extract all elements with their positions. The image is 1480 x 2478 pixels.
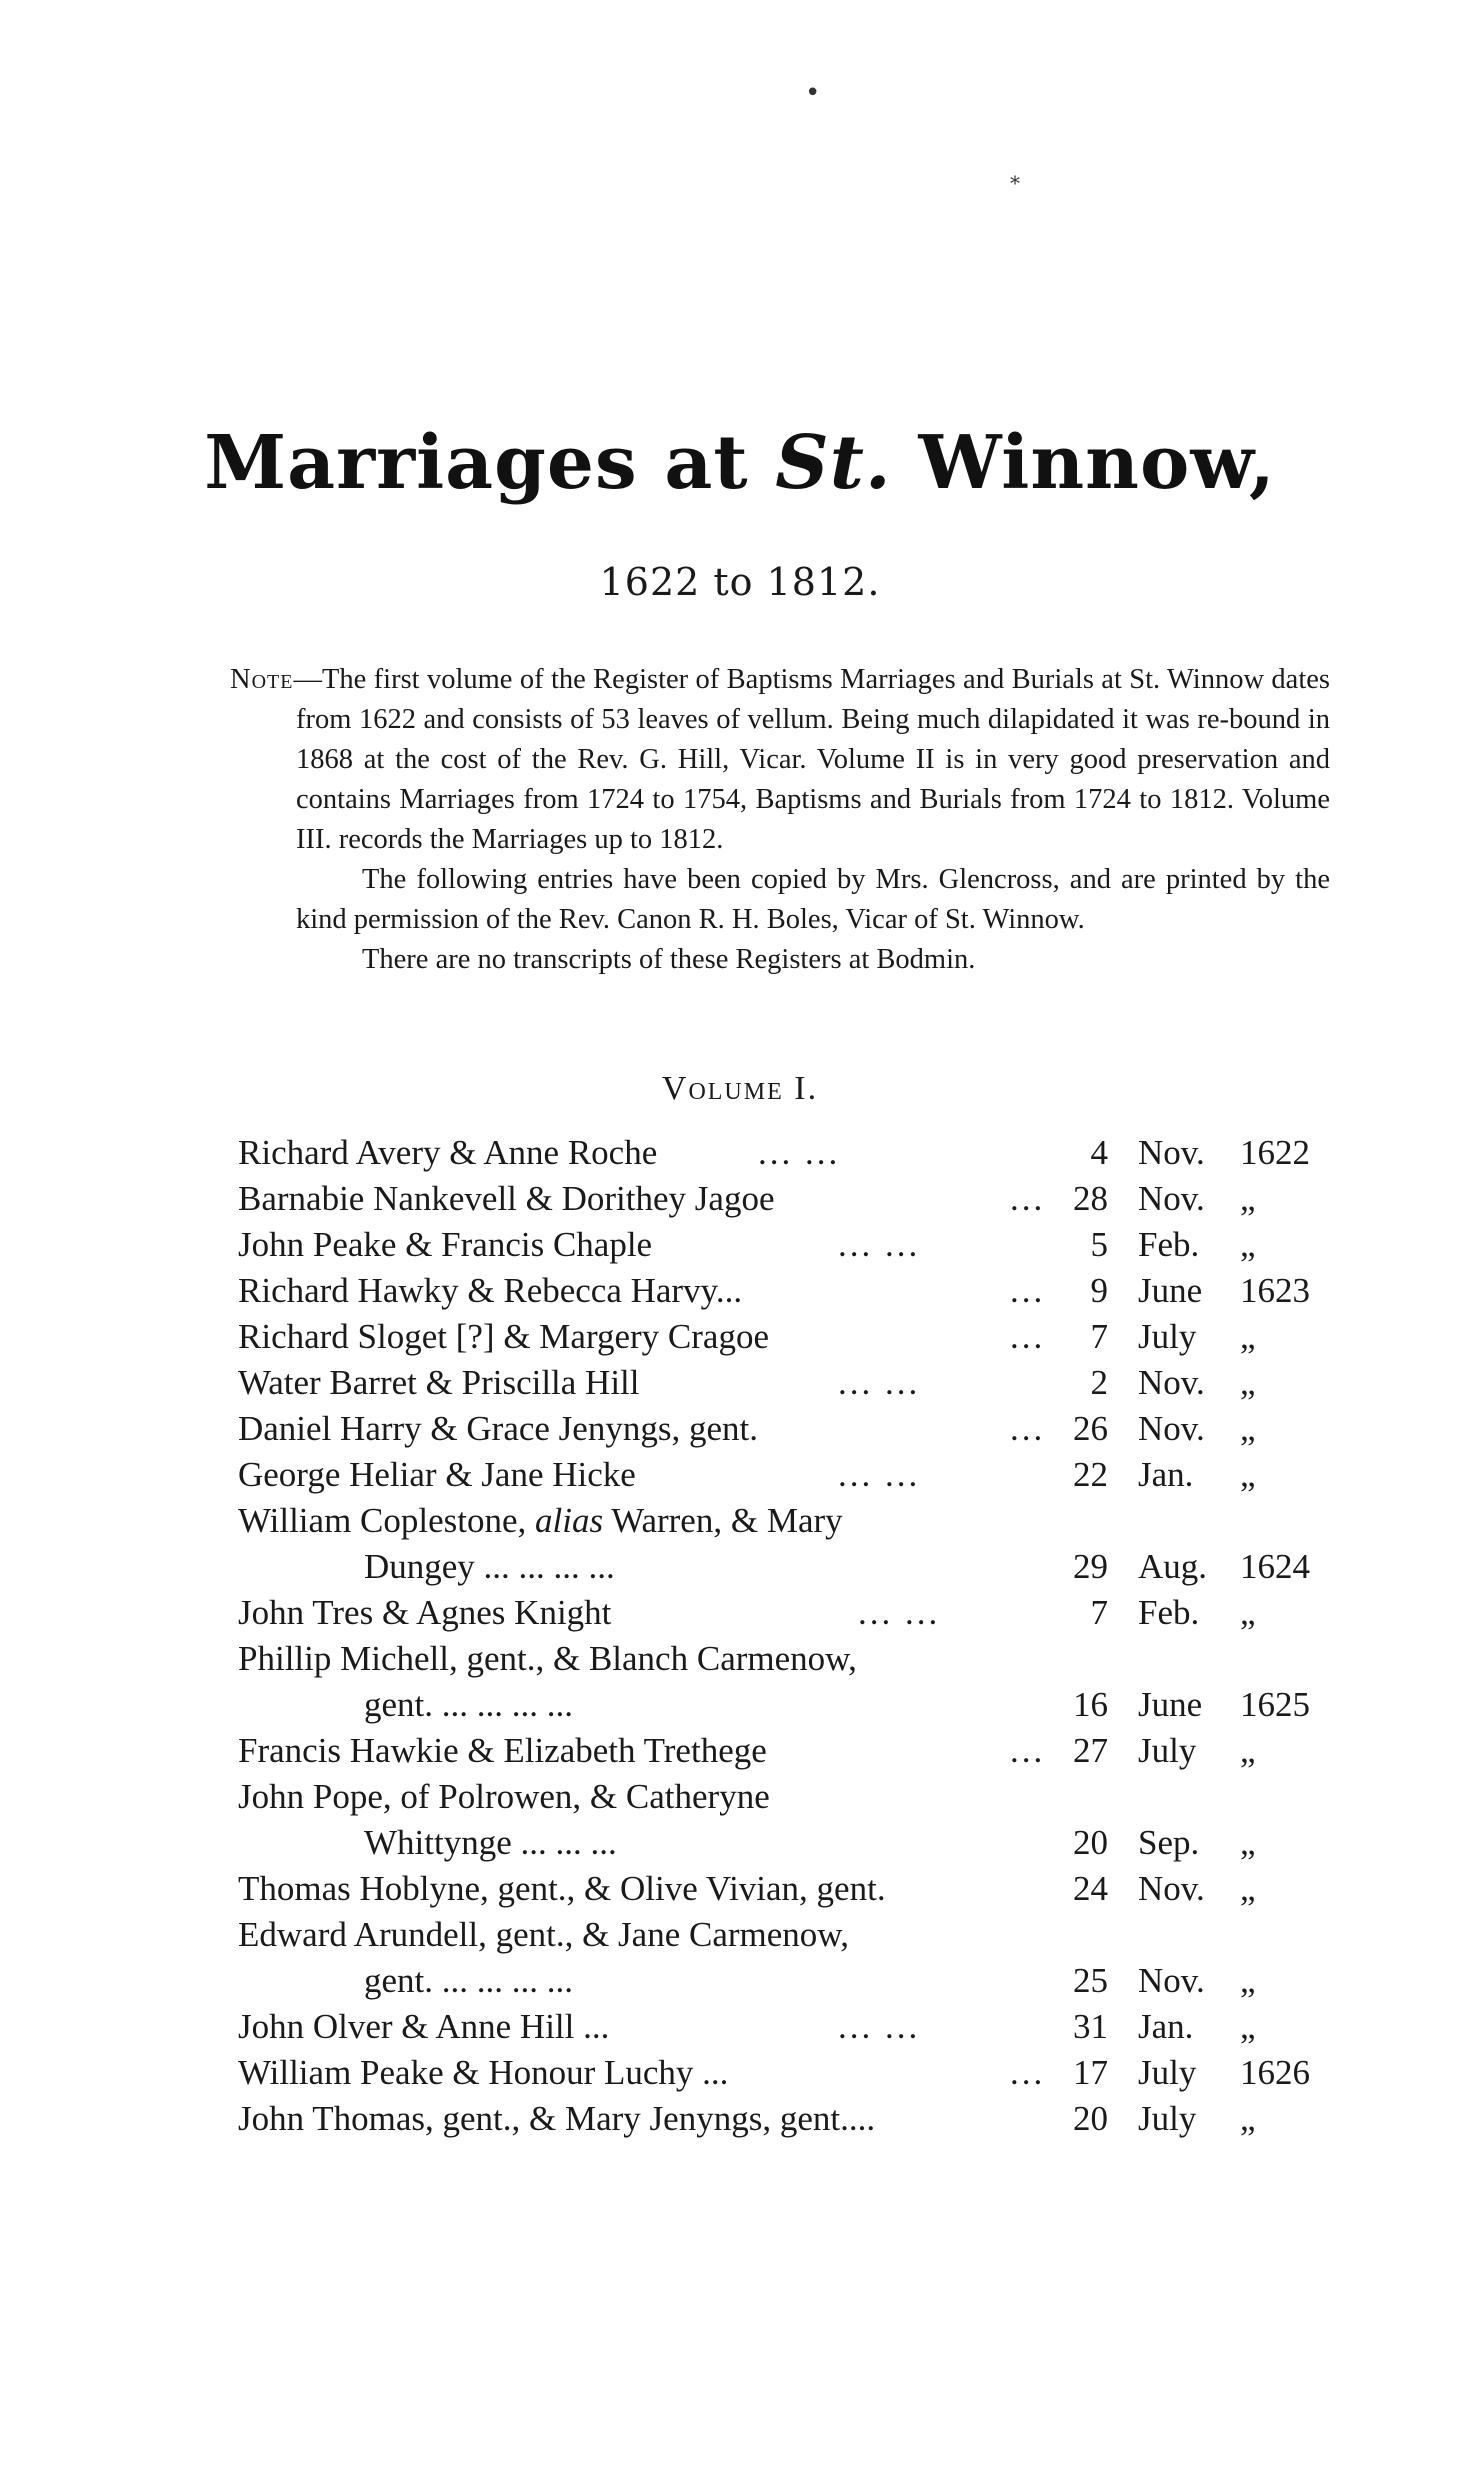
- entry-month: Aug.: [1138, 1547, 1208, 1586]
- entry-month: July: [1138, 2099, 1197, 2138]
- entry-year: „: [1240, 1179, 1256, 1218]
- entry-month: June: [1138, 1685, 1203, 1724]
- entry-month: Feb.: [1138, 1225, 1200, 1264]
- title-place: Winnow,: [918, 420, 1276, 506]
- entry-day: 4: [1090, 1133, 1108, 1172]
- list-item: [238, 1590, 1348, 1636]
- list-item: [238, 1360, 1348, 1406]
- list-item: [238, 1314, 1348, 1360]
- entry-leaders: ...: [1010, 1271, 1046, 1310]
- list-item: [238, 2050, 1348, 2096]
- page-title: [0, 420, 1480, 506]
- entry-names: John Peake & Francis Chaple: [238, 1225, 653, 1264]
- entry-names-continued: Whittynge ... ... ...: [364, 1823, 617, 1862]
- entry-year: „: [1240, 1593, 1256, 1632]
- entry-year: „: [1240, 1869, 1256, 1908]
- list-item: [238, 2004, 1348, 2050]
- entry-month: Nov.: [1138, 1363, 1205, 1402]
- entry-names: Barnabie Nankevell & Dorithey Jagoe: [238, 1179, 775, 1218]
- entry-year: „: [1240, 1961, 1256, 2000]
- note-paragraph-1: [230, 660, 1330, 860]
- entry-leaders: ...: [1010, 1409, 1046, 1448]
- entry-names: George Heliar & Jane Hicke: [238, 1455, 636, 1494]
- entry-year: 1626: [1240, 2053, 1310, 2092]
- entry-year: „: [1240, 1823, 1256, 1862]
- entry-names-continued: gent. ... ... ... ...: [364, 1961, 574, 2000]
- entry-day: 20: [1073, 2099, 1108, 2138]
- entry-month: Nov.: [1138, 1133, 1205, 1172]
- entry-month: July: [1138, 2053, 1197, 2092]
- entry-year: „: [1240, 1455, 1256, 1494]
- entry-leaders: ...: [1010, 1317, 1046, 1356]
- entry-day: 2: [1090, 1363, 1108, 1402]
- entry-year: 1625: [1240, 1685, 1310, 1724]
- entry-leaders: ... ...: [838, 1455, 921, 1494]
- list-item: [238, 1728, 1348, 1774]
- entry-month: Nov.: [1138, 1409, 1205, 1448]
- entry-day: 5: [1090, 1225, 1108, 1264]
- list-item: [238, 1222, 1348, 1268]
- entry-month: Feb.: [1138, 1593, 1200, 1632]
- entry-leaders: ... ...: [838, 2007, 921, 2046]
- title-main: Marriages at: [204, 420, 749, 506]
- list-item: [238, 2096, 1348, 2142]
- entry-day: 27: [1073, 1731, 1108, 1770]
- entry-year: 1623: [1240, 1271, 1310, 1310]
- entry-names: Francis Hawkie & Elizabeth Trethege: [238, 1731, 767, 1770]
- list-item: [238, 1866, 1348, 1912]
- marriage-list: [238, 1130, 1348, 2142]
- entry-month: Nov.: [1138, 1869, 1205, 1908]
- entry-year: 1622: [1240, 1133, 1310, 1172]
- entry-names-part: Warren, & Mary: [611, 1501, 843, 1540]
- entry-year: „: [1240, 1225, 1256, 1264]
- entry-year: „: [1240, 2007, 1256, 2046]
- note-paragraph-2: The following entries have been copied by Mrs. Glencross, and are printed by the kind permission of the Rev. Canon R. H. Boles, Vicar of St. Winnow.: [296, 864, 1330, 935]
- entry-day: 31: [1073, 2007, 1108, 2046]
- ornament-asterisk-icon: ⁎: [1010, 165, 1020, 189]
- note-text-1: —The first volume of the Register of Baptisms Marriages and Burials at St. Winnow dates from 1622 and consists of 53 leaves of vellum. Being much dilapidated it was re-bound in 1868 at the cost of the Rev. G. Hill, Vicar. Volume II is in very good preservation and contains Marriages from 1724 to 1754, Baptisms and Burials from 1724 to 1812. Volume III. records the Marriages up to 1812.: [293, 664, 1330, 855]
- list-item: [238, 1176, 1348, 1222]
- entry-names: Thomas Hoblyne, gent., & Olive Vivian, gent.: [238, 1869, 886, 1908]
- entry-day: 17: [1073, 2053, 1108, 2092]
- entry-names: William Peake & Honour Luchy ...: [238, 2053, 729, 2092]
- entry-day: 28: [1073, 1179, 1108, 1218]
- entry-names: Richard Hawky & Rebecca Harvy...: [238, 1271, 743, 1310]
- entry-names: John Tres & Agnes Knight: [238, 1593, 612, 1632]
- entry-year: „: [1240, 1731, 1256, 1770]
- entry-names: Richard Avery & Anne Roche: [238, 1133, 658, 1172]
- list-item: [238, 1130, 1348, 1176]
- entry-names-continued: Dungey ... ... ... ...: [364, 1547, 615, 1586]
- entry-day: 22: [1073, 1455, 1108, 1494]
- entry-leaders: ...: [1010, 2053, 1046, 2092]
- entry-leaders: ...: [1010, 1731, 1046, 1770]
- entry-day: 26: [1073, 1409, 1108, 1448]
- entry-day: 9: [1090, 1271, 1108, 1310]
- entry-leaders: ... ...: [858, 1593, 941, 1632]
- entry-month: Sep.: [1138, 1823, 1200, 1862]
- note-label: Note: [230, 664, 294, 695]
- entry-month: Nov.: [1138, 1179, 1205, 1218]
- list-item: [238, 1912, 1348, 2004]
- entry-year: „: [1240, 1409, 1256, 1448]
- entry-year: „: [1240, 1317, 1256, 1356]
- entry-names: Edward Arundell, gent., & Jane Carmenow,: [238, 1915, 850, 1954]
- entry-year: „: [1240, 1363, 1256, 1402]
- entry-leaders: ... ...: [838, 1225, 921, 1264]
- entry-day: 29: [1073, 1547, 1108, 1586]
- entry-month: Nov.: [1138, 1961, 1205, 2000]
- list-item: [238, 1406, 1348, 1452]
- entry-year: „: [1240, 2099, 1256, 2138]
- entry-alias: alias: [535, 1501, 604, 1540]
- entry-names: Richard Sloget [?] & Margery Cragoe: [238, 1317, 769, 1356]
- title-st: St.: [775, 420, 892, 506]
- list-item: [238, 1498, 1348, 1590]
- entry-leaders: ... ...: [838, 1363, 921, 1402]
- entry-day: 25: [1073, 1961, 1108, 2000]
- entry-names: Water Barret & Priscilla Hill: [238, 1363, 640, 1402]
- ornament-mark-icon: •: [805, 78, 821, 108]
- entry-month: July: [1138, 1317, 1197, 1356]
- entry-month: June: [1138, 1271, 1203, 1310]
- note-paragraph-3: There are no transcripts of these Registers at Bodmin.: [362, 944, 976, 975]
- entry-leaders: ... ...: [758, 1133, 841, 1172]
- entry-month: Jan.: [1138, 1455, 1194, 1494]
- entry-year: 1624: [1240, 1547, 1310, 1586]
- entry-names: John Thomas, gent., & Mary Jenyngs, gent....: [238, 2099, 876, 2138]
- volume-heading: Volume I.: [661, 1070, 819, 1107]
- entry-names: Daniel Harry & Grace Jenyngs, gent.: [238, 1409, 758, 1448]
- entry-day: 24: [1073, 1869, 1108, 1908]
- list-item: [238, 1774, 1348, 1866]
- entry-names: Phillip Michell, gent., & Blanch Carmenow,: [238, 1639, 857, 1678]
- entry-names-part: William Coplestone,: [238, 1501, 527, 1540]
- entry-month: July: [1138, 1731, 1197, 1770]
- entry-names: John Olver & Anne Hill ...: [238, 2007, 610, 2046]
- list-item: [238, 1268, 1348, 1314]
- entry-day: 7: [1090, 1593, 1108, 1632]
- entry-names-continued: gent. ... ... ... ...: [364, 1685, 574, 1724]
- list-item: [238, 1452, 1348, 1498]
- note-section: [230, 660, 1330, 980]
- entry-day: 20: [1073, 1823, 1108, 1862]
- entry-month: Jan.: [1138, 2007, 1194, 2046]
- year-range: 1622 to 1812.: [599, 560, 881, 604]
- entry-leaders: ...: [1010, 1179, 1046, 1218]
- entry-day: 16: [1073, 1685, 1108, 1724]
- entry-names: John Pope, of Polrowen, & Catheryne: [238, 1777, 770, 1816]
- list-item: [238, 1636, 1348, 1728]
- entry-names: [238, 1498, 843, 1544]
- entry-day: 7: [1090, 1317, 1108, 1356]
